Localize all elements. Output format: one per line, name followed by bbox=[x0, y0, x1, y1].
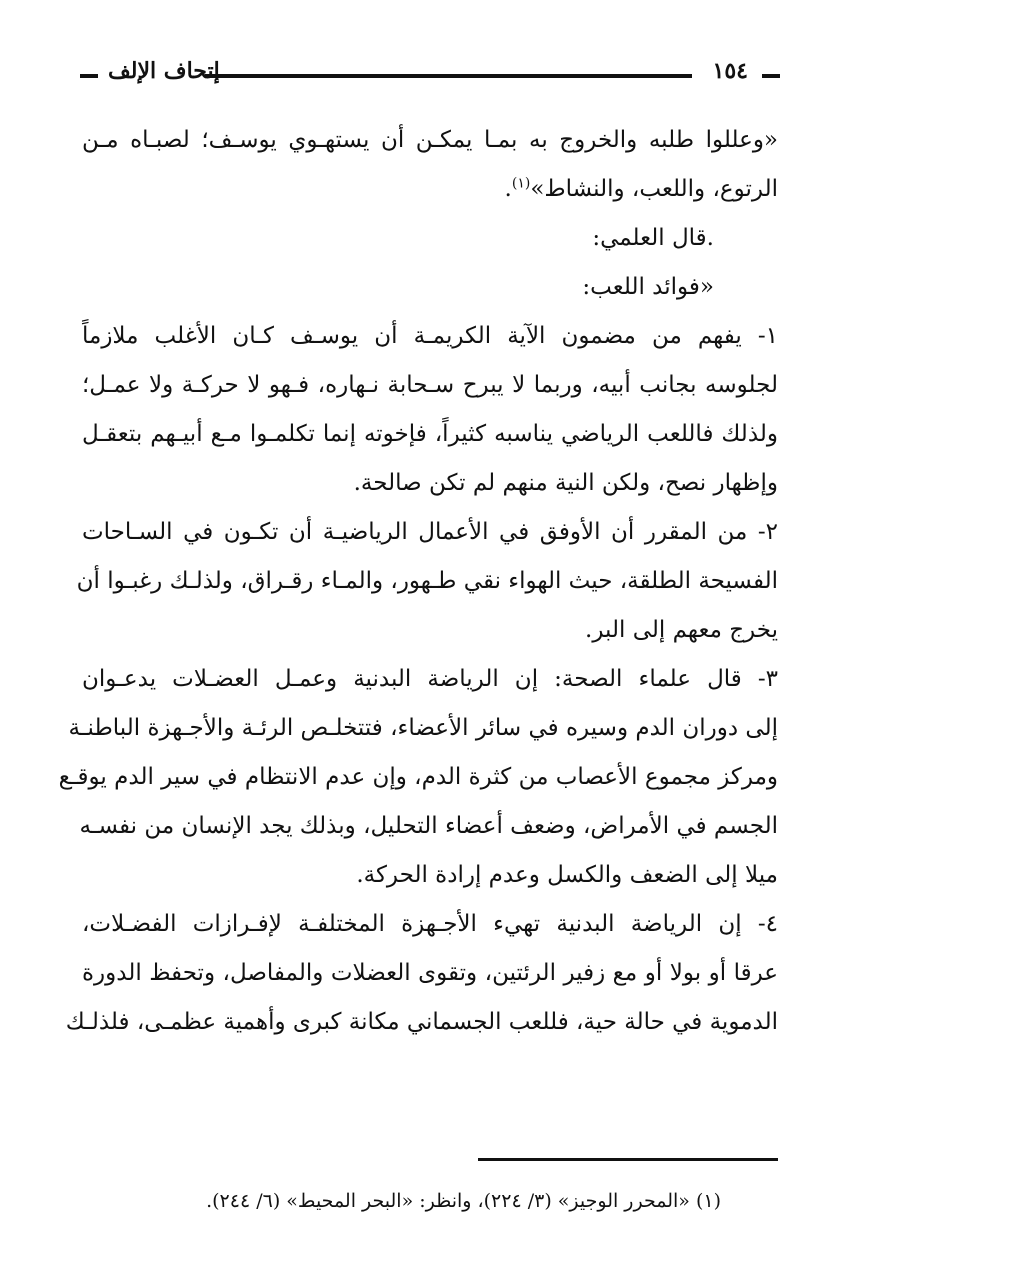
footnote-marker: (١) bbox=[511, 175, 531, 192]
line-text: ٢- من المقرر أن الأوفق في الأعمال الرياضيـة أن تكـون في السـاحات bbox=[82, 519, 778, 545]
text-line bbox=[65, 998, 778, 1047]
running-header bbox=[80, 58, 780, 94]
line-text: «وعللوا طلبه والخروج به بمـا يمكـن أن يستهـوي يوسـف؛ لصبـاه مـن bbox=[82, 127, 778, 153]
line-text: ١- يفهم من مضمون الآية الكريمـة أن يوسـف كـان الأغلب ملازماً bbox=[82, 323, 778, 349]
line-text: عرقا أو بولا أو مع زفير الرئتين، وتقوى العضلات والمفاصل، وتحفظ الدورة bbox=[82, 960, 778, 986]
text-line bbox=[82, 214, 778, 263]
text-line bbox=[82, 851, 778, 900]
line-text: ولذلك فاللعب الرياضي يناسبه كثيراً، فإخوته إنما تكلمـوا مـع أبيـهم بتعقـل bbox=[82, 421, 778, 447]
header-dash-left bbox=[80, 74, 98, 78]
line-tail: . bbox=[504, 176, 512, 202]
text-line bbox=[82, 949, 778, 998]
text-line bbox=[76, 557, 778, 606]
text-line bbox=[82, 508, 778, 557]
footnote: (١) «المحرر الوجيز» (٣/ ٢٢٤)، وانظر: «البحر المحيط» (٦/ ٢٤٤). bbox=[206, 1190, 721, 1212]
text-line bbox=[82, 263, 778, 312]
text-line bbox=[82, 361, 778, 410]
line-text: ميلا إلى الضعف والكسل وعدم إرادة الحركة. bbox=[356, 862, 778, 888]
line-text: الجسم في الأمراض، وضعف أعضاء التحليل، وبذلك يجد الإنسان من نفسـه bbox=[79, 813, 778, 839]
line-text: ٤- إن الرياضة البدنية تهيء الأجـهزة المختلفـة لإفـرازات الفضـلات، bbox=[82, 911, 778, 937]
text-line bbox=[82, 459, 778, 508]
line-text: ٣- قال علماء الصحة: إن الرياضة البدنية وعمـل العضـلات يدعـوان bbox=[82, 666, 778, 692]
text-line bbox=[79, 802, 778, 851]
line-text: الدموية في حالة حية، فللعب الجسماني مكانة كبرى وأهمية عظمـى، فلذلـك bbox=[65, 1009, 778, 1035]
line-text: «فوائد اللعب: bbox=[582, 274, 714, 300]
book-title: إتحاف الإلف bbox=[108, 58, 220, 84]
line-text: إلى دوران الدم وسيره في سائر الأعضاء، فتتخلـص الرئـة والأجـهزة الباطنـة bbox=[68, 715, 778, 741]
line-text: الفسيحة الطلقة، حيث الهواء نقي طـهور، والمـاء رقـراق، ولذلـك رغبـوا أن bbox=[76, 568, 778, 594]
text-line bbox=[82, 606, 778, 655]
text-line bbox=[82, 900, 778, 949]
text-line bbox=[82, 165, 778, 214]
header-dash-right bbox=[762, 74, 780, 78]
line-text: وإظهار نصح، ولكن النية منهم لم تكن صالحة. bbox=[353, 470, 778, 496]
line-text: لجلوسه بجانب أبيه، وربما لا يبرح سـحابة نـهاره، فـهو لا حركـة ولا عمـل؛ bbox=[82, 372, 778, 398]
main-text bbox=[58, 116, 778, 1047]
line-text: .قال العلمي: bbox=[592, 225, 714, 251]
page-number: ١٥٤ bbox=[712, 58, 748, 84]
header-rule bbox=[205, 74, 692, 78]
text-line bbox=[58, 753, 778, 802]
text-line bbox=[82, 116, 778, 165]
line-text: الرتوع، واللعب، والنشاط» bbox=[530, 176, 778, 202]
line-text: ومركز مجموع الأعصاب من كثرة الدم، وإن عدم الانتظام في سير الدم يوقـع bbox=[58, 764, 778, 790]
footnote-separator bbox=[478, 1158, 778, 1161]
line-text: يخرج معهم إلى البر. bbox=[585, 617, 778, 643]
text-line bbox=[82, 655, 778, 704]
text-line bbox=[68, 704, 778, 753]
text-line bbox=[82, 410, 778, 459]
text-line bbox=[82, 312, 778, 361]
